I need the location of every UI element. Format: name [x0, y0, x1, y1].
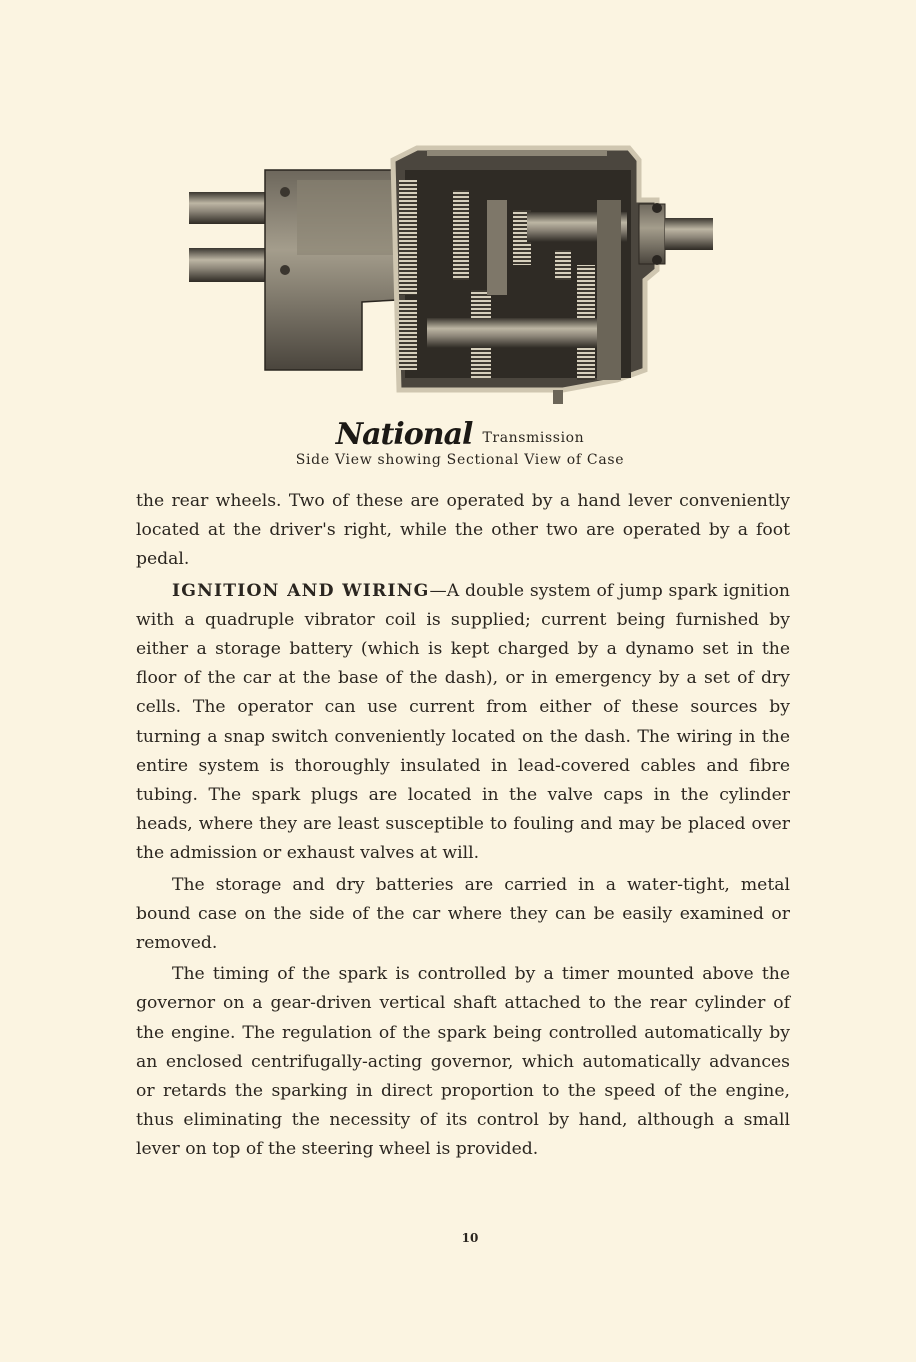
- paragraph-ignition-wiring-body: —A double system of jump spark ignition with a quadruple vibrator coil is supplied; current being furnished by either a storage battery (which is kept charged by a dynamo set in the floor of the car at the base of the dash), or in emergency by a set of dry cells. The operator can use current from either of these sources by turning a snap switch conveniently located on the dash. The wiring in the entire system is thoroughly insulated in lead-covered cables and fibre tubing. The spark plugs are located in the valve caps in the cylinder heads, where they are least susceptible to fouling and may be placed over the admission or exhaust valves at will.: [136, 580, 790, 864]
- national-logo: National: [335, 417, 473, 452]
- caption-first-line: [180, 418, 740, 450]
- page-number: 10: [461, 1231, 479, 1245]
- paragraph-spark-timing: The timing of the spark is controlled by a timer mounted above the governor on a gear-driven vertical shaft attached to the rear cylinder of the engine. The regulation of the spark being controlled automatically by an enclosed centrifugally-acting governor, which automatically advances or retards the sparking in direct proportion to the speed of the engine, thus eliminating the necessity of its control by hand, although a small lever on top of the steering wheel is provided.: [136, 964, 790, 1160]
- caption-subtitle: Side View showing Sectional View of Case: [295, 452, 625, 468]
- paragraph-rear-wheels: the rear wheels. Two of these are operated by a hand lever conveniently located at the driver's right, while the other two are operated by a foot pedal.: [136, 491, 790, 570]
- caption-title: Transmission: [482, 430, 585, 446]
- body-text: [136, 487, 790, 1167]
- paragraph-batteries: The storage and dry batteries are carried in a water-tight, metal bound case on the side of the car where they can be easily examined or removed.: [136, 874, 790, 954]
- transmission-illustration: [187, 140, 717, 410]
- transmission-drawing: [187, 140, 717, 410]
- paragraph-ignition-wiring: [136, 577, 790, 869]
- figure-caption: [180, 418, 740, 468]
- section-heading-ignition-wiring: IGNITION AND WIRING: [172, 580, 430, 601]
